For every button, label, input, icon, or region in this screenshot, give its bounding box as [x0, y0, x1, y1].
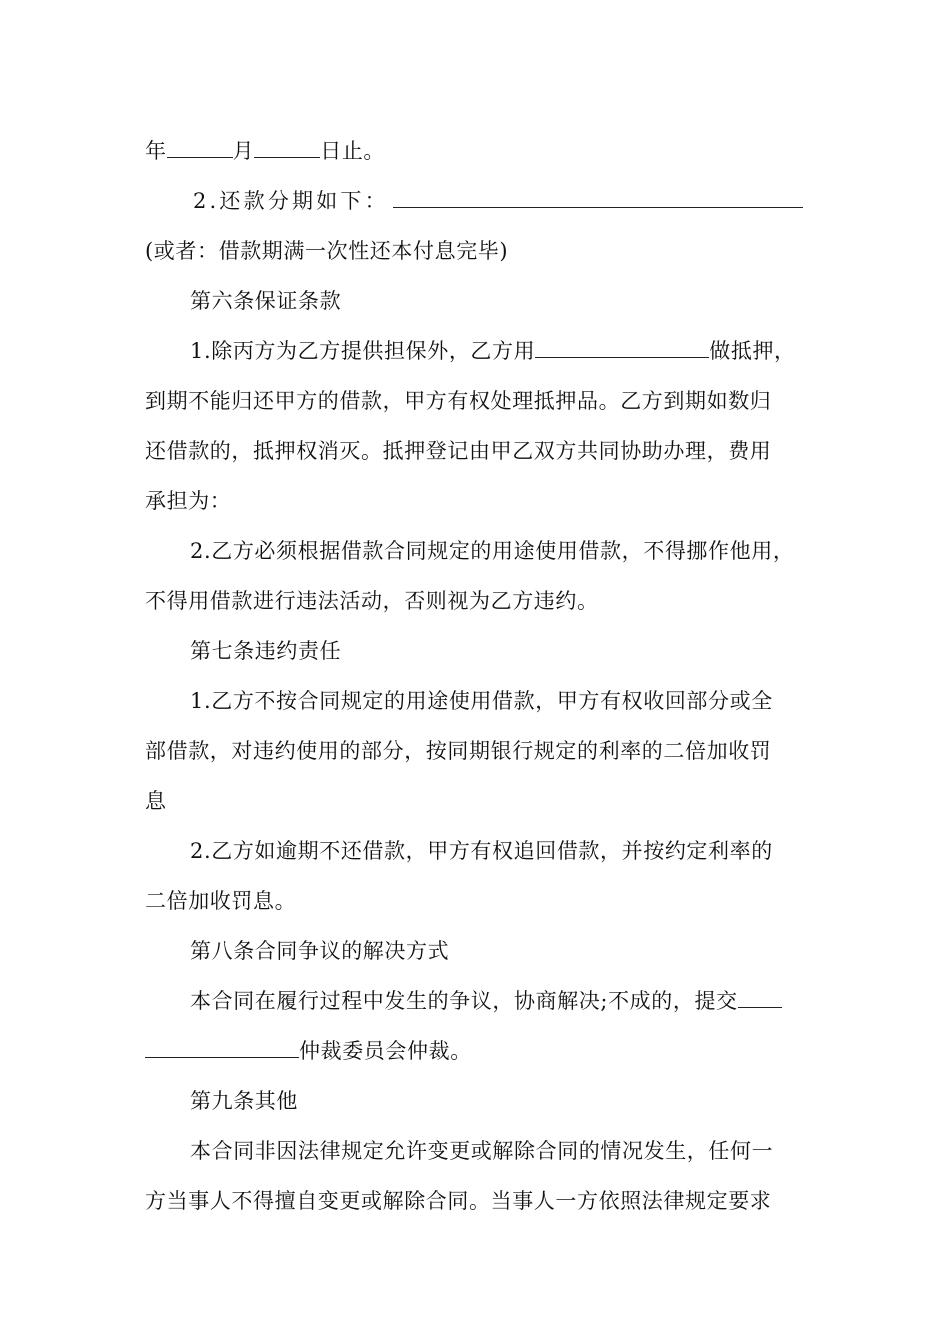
- text-line: [193, 184, 815, 218]
- text-line: [190, 1134, 815, 1168]
- section-heading: [190, 1084, 815, 1118]
- fill-in-blank: [145, 1035, 299, 1058]
- text-line: [190, 834, 815, 868]
- text-line: [145, 1034, 815, 1068]
- text-line: [145, 234, 815, 268]
- text-line: [190, 984, 815, 1018]
- fill-in-blank: [393, 185, 803, 208]
- section-heading: [190, 934, 815, 968]
- text-line: [190, 534, 815, 568]
- text-line: [145, 734, 815, 768]
- fill-in-blank: [167, 135, 233, 158]
- line-segment: 2.还款分期如下：: [193, 189, 389, 213]
- line-segment: 二倍加收罚息。: [145, 889, 297, 913]
- fill-in-blank: [254, 135, 320, 158]
- text-line: [145, 584, 815, 618]
- line-segment: 第六条保证条款: [190, 289, 342, 313]
- line-segment: 第九条其他: [190, 1089, 298, 1113]
- line-segment: 到期不能归还甲方的借款，甲方有权处理抵押品。乙方到期如数归: [145, 389, 772, 413]
- line-segment: 不得用借款进行违法活动，否则视为乙方违约。: [145, 589, 599, 613]
- text-line: [190, 334, 815, 368]
- line-segment: 仲裁委员会仲裁。: [299, 1039, 472, 1063]
- line-segment: 月: [232, 139, 255, 163]
- line-segment: 方当事人不得擅自变更或解除合同。当事人一方依照法律规定要求: [145, 1189, 772, 1213]
- text-line: [145, 484, 815, 518]
- text-line: [145, 884, 815, 918]
- line-segment: 1.除丙方为乙方提供担保外，乙方用: [190, 339, 536, 363]
- line-segment: 第八条合同争议的解决方式: [190, 939, 450, 963]
- section-heading: [190, 284, 815, 318]
- section-heading: [190, 634, 815, 668]
- line-segment: 第七条违约责任: [190, 639, 342, 663]
- text-line: [145, 784, 815, 818]
- line-segment: 2.乙方如逾期不还借款，甲方有权追回借款，并按约定利率的: [190, 839, 773, 863]
- line-segment: 本合同非因法律规定允许变更或解除合同的情况发生，任何一: [190, 1139, 774, 1163]
- line-segment: (或者：借款期满一次性还本付息完毕): [145, 239, 509, 263]
- text-line: [145, 434, 815, 468]
- line-segment: 日止。: [320, 139, 386, 163]
- fill-in-blank: [535, 335, 709, 358]
- text-line: [145, 384, 815, 418]
- line-segment: 还借款的，抵押权消灭。抵押登记由甲乙双方共同协助办理，费用: [145, 439, 772, 463]
- text-line: [145, 134, 815, 168]
- line-segment: 做抵押，: [709, 339, 796, 363]
- line-segment: 本合同在履行过程中发生的争议，协商解决;不成的，提交: [190, 989, 738, 1013]
- text-line: [190, 684, 815, 718]
- line-segment: 年: [145, 139, 167, 163]
- line-segment: 部借款，对违约使用的部分，按同期银行规定的利率的二倍加收罚: [145, 739, 772, 763]
- text-line: [145, 1184, 815, 1218]
- fill-in-blank: [738, 985, 782, 1008]
- line-segment: 承担为：: [145, 489, 232, 513]
- line-segment: 息: [145, 789, 167, 813]
- line-segment: 1.乙方不按合同规定的用途使用借款，甲方有权收回部分或全: [190, 689, 773, 713]
- line-segment: 2.乙方必须根据借款合同规定的用途使用借款，不得挪作他用，: [190, 539, 795, 563]
